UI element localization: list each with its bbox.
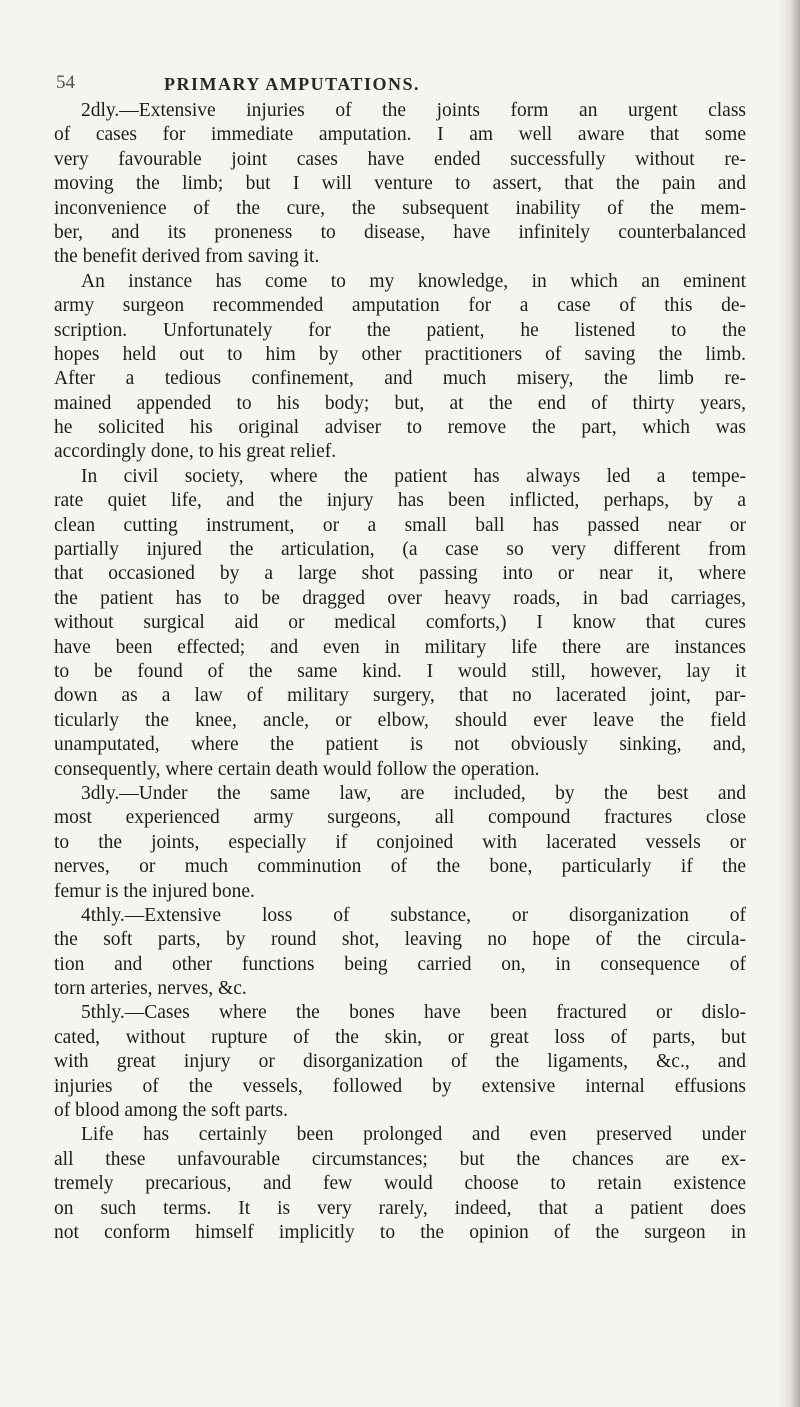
text-line: femur is the injured bone. xyxy=(54,880,255,902)
page-header xyxy=(56,68,756,100)
text-line: An instance has come to my knowledge, in which an eminent xyxy=(81,270,746,292)
text-line: hopes held out to him by other practitioners of saving the limb. xyxy=(54,343,746,365)
text-line: consequently, where certain death would follow the operation. xyxy=(54,758,540,780)
text-line: torn arteries, nerves, &c. xyxy=(54,978,247,1000)
text-line: rate quiet life, and the injury has been inflicted, perhaps, by a xyxy=(54,490,746,512)
text-line: mained appended to his body; but, at the end of thirty years, xyxy=(54,392,746,414)
text-line: not conform himself implicitly to the opinion of the surgeon in xyxy=(54,1221,746,1243)
text-line: Life has certainly been prolonged and even preserved under xyxy=(81,1124,746,1146)
page-number: 54 xyxy=(56,72,75,93)
text-line: 2dly.—Extensive injuries of the joints form an urgent class xyxy=(81,100,746,121)
running-head: PRIMARY AMPUTATIONS. xyxy=(164,74,421,94)
text-line: the benefit derived from saving it. xyxy=(54,246,320,268)
text-line: very favourable joint cases have ended successfully without re- xyxy=(54,148,746,170)
text-line: of blood among the soft parts. xyxy=(54,1100,288,1122)
text-line: 5thly.—Cases where the bones have been fractured or dislo- xyxy=(81,1002,746,1024)
text-line: on such terms. It is very rarely, indeed, that a patient does xyxy=(54,1197,746,1219)
text-line: ber, and its proneness to disease, have infinitely counterbalanced xyxy=(54,221,746,243)
text-line: down as a law of military surgery, that no lacerated joint, par- xyxy=(54,685,746,707)
text-line: the patient has to be dragged over heavy roads, in bad carriages, xyxy=(54,587,746,609)
text-line: have been effected; and even in military life there are instances xyxy=(54,636,746,658)
text-line: with great injury or disorganization of the ligaments, &c., and xyxy=(54,1051,746,1073)
page-edge-shadow xyxy=(778,0,800,1407)
text-line: 3dly.—Under the same law, are included, by the best and xyxy=(81,782,746,804)
text-line: most experienced army surgeons, all compound fractures close xyxy=(54,807,746,829)
text-line: unamputated, where the patient is not obviously sinking, and, xyxy=(54,734,746,756)
text-line: of cases for immediate amputation. I am well aware that some xyxy=(54,124,746,146)
text-line: to the joints, especially if conjoined with lacerated vessels or xyxy=(54,831,746,853)
text-line: he solicited his original adviser to remove the part, which was xyxy=(54,417,746,439)
text-line: tion and other functions being carried on, in consequence of xyxy=(54,953,746,975)
text-line: all these unfavourable circumstances; but the chances are ex- xyxy=(54,1148,746,1170)
text-line: cated, without rupture of the skin, or great loss of parts, but xyxy=(54,1026,746,1048)
text-line: nerves, or much comminution of the bone, particularly if the xyxy=(54,856,746,878)
text-line: army surgeon recommended amputation for a case of this de- xyxy=(54,295,746,317)
body-text xyxy=(54,99,746,1245)
text-line: without surgical aid or medical comforts,) I know that cures xyxy=(54,612,746,634)
text-line: After a tedious confinement, and much misery, the limb re- xyxy=(54,368,746,390)
text-line: In civil society, where the patient has always led a tempe- xyxy=(81,465,746,487)
text-line: ticularly the knee, ancle, or elbow, should ever leave the field xyxy=(54,709,746,731)
text-line: clean cutting instrument, or a small ball has passed near or xyxy=(54,514,746,536)
text-line: that occasioned by a large shot passing into or near it, where xyxy=(54,563,746,585)
text-line: tremely precarious, and few would choose to retain existence xyxy=(54,1173,746,1195)
text-line: inconvenience of the cure, the subsequent inability of the mem- xyxy=(54,197,746,219)
text-line: partially injured the articulation, (a case so very different from xyxy=(54,539,746,561)
text-line: injuries of the vessels, followed by extensive internal effusions xyxy=(54,1075,746,1097)
text-line: the soft parts, by round shot, leaving no hope of the circula- xyxy=(54,929,746,951)
text-line: to be found of the same kind. I would still, however, lay it xyxy=(54,660,746,682)
text-line: accordingly done, to his great relief. xyxy=(54,441,337,463)
text-line: moving the limb; but I will venture to assert, that the pain and xyxy=(54,173,746,195)
text-line: 4thly.—Extensive loss of substance, or disorganization of xyxy=(81,904,746,926)
text-line: scription. Unfortunately for the patient, he listened to the xyxy=(54,319,746,341)
